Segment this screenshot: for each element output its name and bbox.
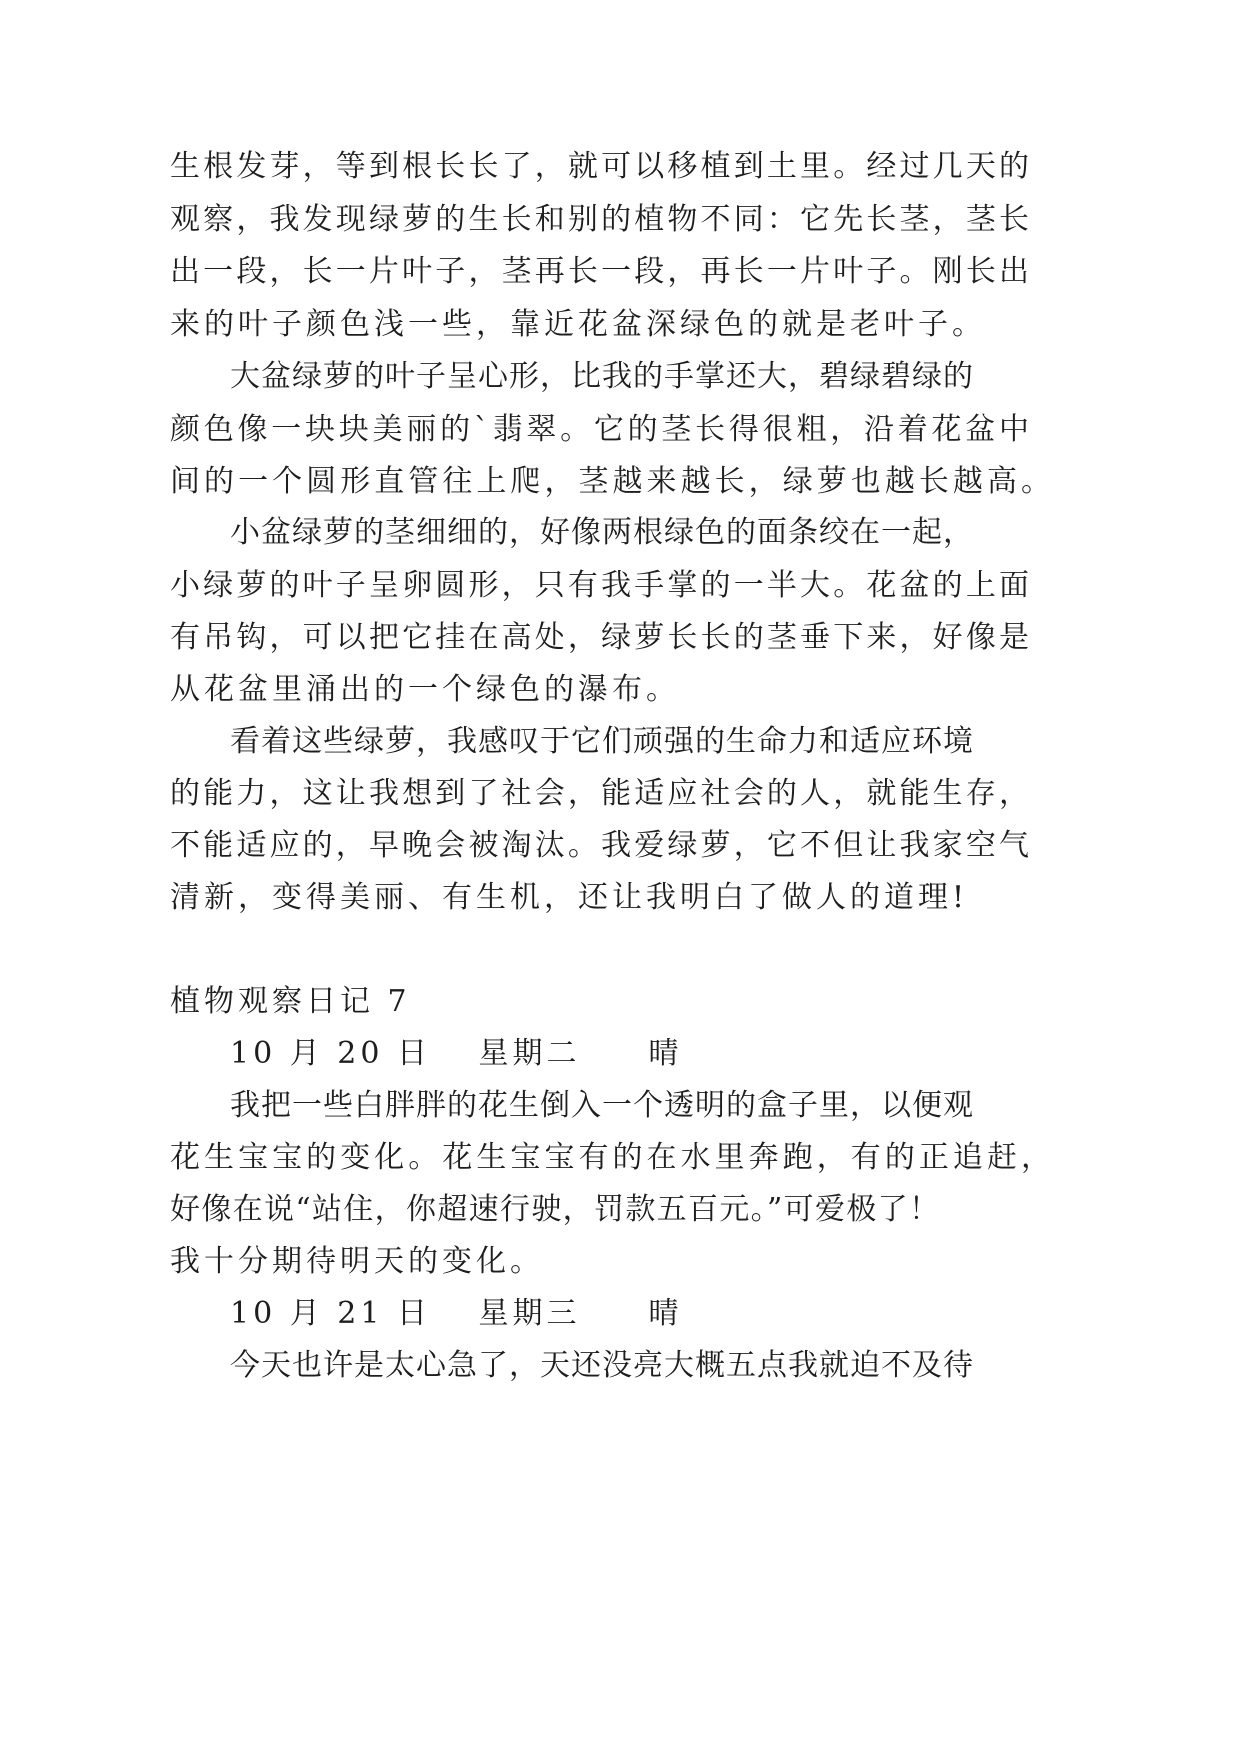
body-line: 清新，变得美丽、有生机，还让我明白了做人的道理! [170, 880, 969, 915]
paragraph-first-line: 看着这些绿萝，我感叹于它们顽强的生命力和适应环境 [230, 724, 974, 759]
body-line: 我十分期待明天的变化。 [170, 1244, 544, 1279]
body-line: 从花盆里涌出的一个绿色的瀑布。 [170, 672, 680, 707]
body-line: 花生宝宝的变化。花生宝宝有的在水里奔跑，有的正追赶， [170, 1140, 1052, 1175]
paragraph-first-line: 小盆绿萝的茎细细的，好像两根绿色的面条绞在一起， [230, 515, 974, 550]
body-line: 观察，我发现绿萝的生长和别的植物不同：它先长茎，茎长 [170, 202, 1030, 237]
body-line: 来的叶子颜色浅一些，靠近花盆深绿色的就是老叶子。 [170, 307, 986, 342]
section-heading: 植物观察日记 7 [170, 984, 411, 1019]
paragraph-first-line: 今天也许是太心急了，天还没亮大概五点我就迫不及待 [230, 1348, 974, 1383]
body-line: 不能适应的，早晚会被淘汰。我爱绿萝，它不但让我家空气 [170, 828, 1030, 863]
paragraph-first-line: 我把一些白胖胖的花生倒入一个透明的盒子里，以便观 [230, 1088, 974, 1123]
paragraph-first-line: 大盆绿萝的叶子呈心形，比我的手掌还大，碧绿碧绿的 [230, 359, 974, 394]
body-line: 颜色像一块块美丽的`翡翠。它的茎长得很粗，沿着花盆中 [170, 412, 1030, 447]
body-line: 好像在说“站住，你超速行驶，罚款五百元。”可爱极了！ [170, 1192, 940, 1227]
body-line: 出一段，长一片叶子，茎再长一段，再长一片叶子。刚长出 [170, 254, 1030, 289]
body-line: 间的一个圆形直管往上爬，茎越来越长，绿萝也越长越高。 [170, 464, 1052, 499]
body-line: 有吊钩，可以把它挂在高处，绿萝长长的茎垂下来，好像是 [170, 620, 1030, 655]
body-line: 生根发芽，等到根长长了，就可以移植到土里。经过几天的 [170, 149, 1030, 184]
diary-date-line: 10 月 21 日 星期三 晴 [230, 1296, 683, 1331]
body-line: 的能力，这让我想到了社会，能适应社会的人，就能生存， [170, 776, 1030, 811]
body-line: 小绿萝的叶子呈卵圆形，只有我手掌的一半大。花盆的上面 [170, 568, 1030, 603]
diary-date-line: 10 月 20 日 星期二 晴 [230, 1036, 683, 1071]
